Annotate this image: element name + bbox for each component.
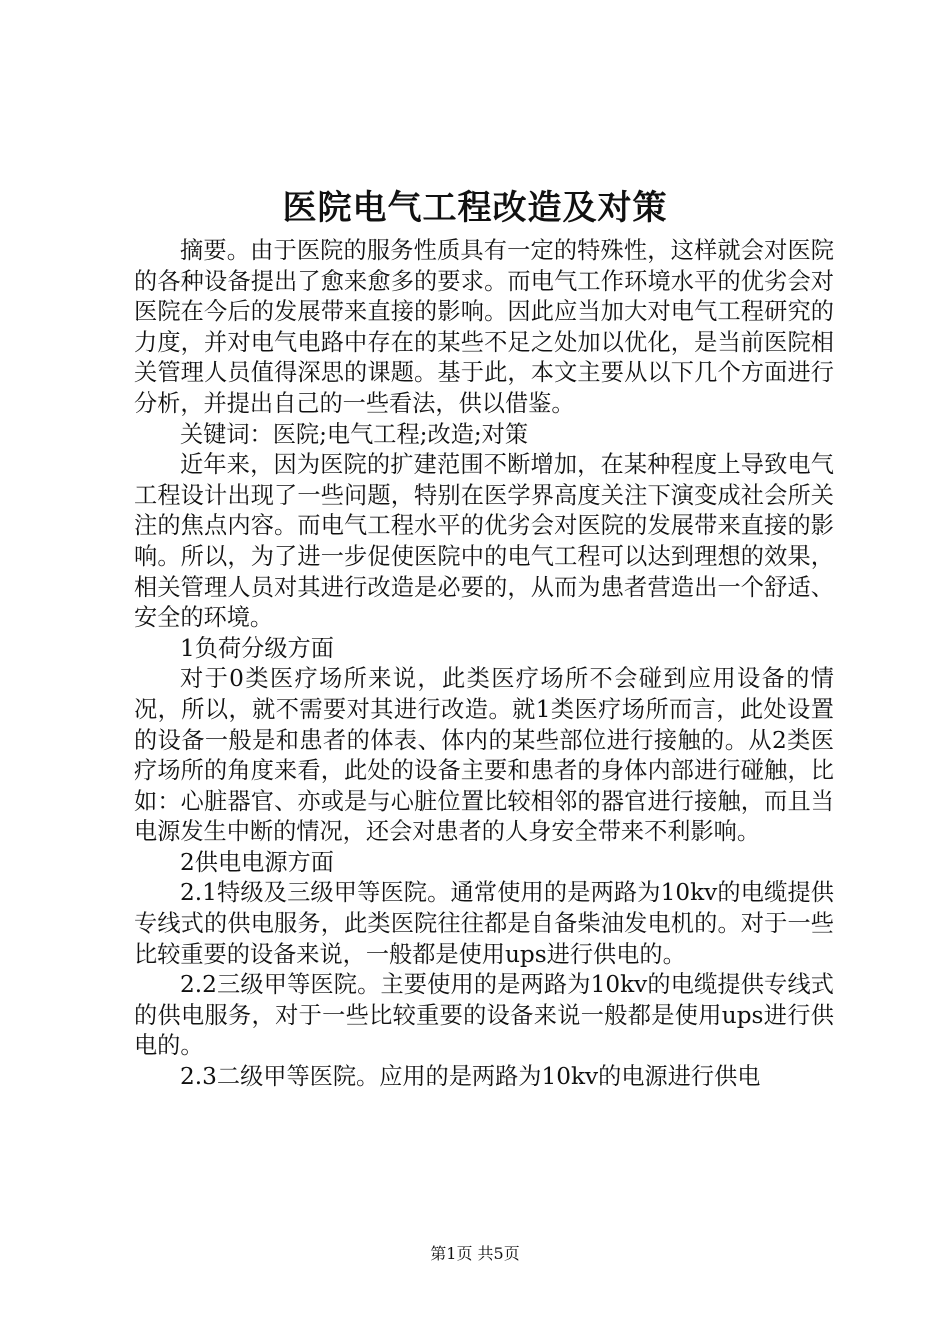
document-body (134, 236, 834, 1093)
keywords-paragraph: 关键词：医院;电气工程;改造;对策 (180, 420, 529, 448)
section-1-paragraph: 对于0类医疗场所来说，此类医疗场所不会碰到应用设备的情况，所以，就不需要对其进行改造。就1类医疗场所而言，此处设置的设备一般是和患者的体表、体内的某些部位进行接触的。从2类医疗场所的角度来看，此处的设备主要和患者的身体内部进行碰触，比如：心脏器官、亦或是与心脏位置比较相邻的器官进行接触，而且当电源发生中断的情况，还会对患者的人身安全带来不利影响。 (134, 665, 834, 846)
section-heading-1: 1负荷分级方面 (180, 634, 334, 662)
section-2-3-paragraph: 2.3二级甲等医院。应用的是两路为10kv的电源进行供电 (180, 1063, 761, 1091)
abstract-paragraph: 摘要。由于医院的服务性质具有一定的特殊性，这样就会对医院的各种设备提出了愈来愈多的要求。而电气工作环境水平的优劣会对医院在今后的发展带来直接的影响。因此应当加大对电气工程研究的力度，并对电气电路中存在的某些不足之处加以优化，是当前医院相关管理人员值得深思的课题。基于此，本文主要从以下几个方面进行分析，并提出自己的一些看法，供以借鉴。 (134, 237, 834, 417)
section-2-2-paragraph: 2.2三级甲等医院。主要使用的是两路为10kv的电缆提供专线式的供电服务，对于一些比较重要的设备来说一般都是使用ups进行供电的。 (134, 971, 834, 1060)
page-footer: 第1页 共5页 (430, 1244, 520, 1263)
intro-paragraph: 近年来，因为医院的扩建范围不断增加，在某种程度上导致电气工程设计出现了一些问题，特别在医学界高度关注下演变成社会所关注的焦点内容。而电气工程水平的优劣会对医院的发展带来直接的影响。所以，为了进一步促使医院中的电气工程可以达到理想的效果，相关管理人员对其进行改造是必要的，从而为患者营造出一个舒适、安全的环境。 (134, 451, 834, 632)
section-2-1-paragraph: 2.1特级及三级甲等医院。通常使用的是两路为10kv的电缆提供专线式的供电服务，此类医院往往都是自备柴油发电机的。对于一些比较重要的设备来说，一般都是使用ups进行供电的。 (134, 879, 834, 968)
document-title: 医院电气工程改造及对策 (282, 188, 668, 228)
section-heading-2: 2供电电源方面 (180, 848, 334, 876)
